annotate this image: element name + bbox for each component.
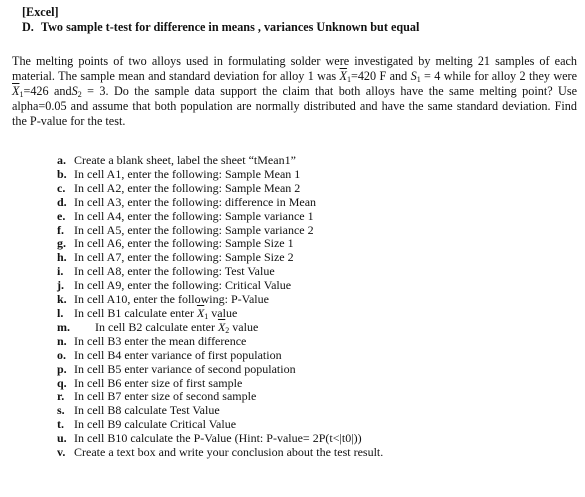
list-marker: k. <box>57 292 67 307</box>
list-item <box>57 335 383 349</box>
list-marker: c. <box>57 180 66 195</box>
list-item <box>57 196 383 210</box>
list-item-text: In cell A1, enter the following: Sample Mean 1 <box>74 166 301 181</box>
list-item <box>57 377 383 391</box>
list-marker: n. <box>57 333 67 348</box>
xbar-symbol: $\overline{X}$ <box>217 319 226 334</box>
list-item-text-post: value <box>208 305 238 320</box>
list-item <box>57 224 383 238</box>
list-item <box>57 279 383 293</box>
list-marker: m. <box>57 319 70 334</box>
problem-text-1: The melting points of two alloys used in formulating solder were investigated by melting 21 samples of each material. The sample mean and standard deviation for alloy 1 was <box>12 54 577 83</box>
list-item <box>57 168 383 182</box>
list-marker: v. <box>57 445 66 460</box>
list-marker: p. <box>57 361 67 376</box>
list-item <box>57 237 383 251</box>
xbar-symbol: $\overline{X}$ <box>196 305 205 320</box>
list-item-text: In cell B8 calculate Test Value <box>74 403 220 418</box>
list-item <box>57 321 383 335</box>
list-item <box>57 154 383 168</box>
list-item <box>57 363 383 377</box>
xbar-subscript: 2 <box>225 325 230 335</box>
list-marker: i. <box>57 264 64 279</box>
list-marker: b. <box>57 166 67 181</box>
list-marker: g. <box>57 236 66 251</box>
list-item-text-pre: In cell B1 calculate enter <box>74 305 197 320</box>
list-marker: j. <box>57 278 64 293</box>
list-item <box>57 446 383 460</box>
instruction-list <box>57 154 383 460</box>
list-marker: q. <box>57 375 67 390</box>
list-marker: e. <box>57 208 66 223</box>
list-item-text: Create a blank sheet, label the sheet “tMean1” <box>74 153 296 167</box>
section-letter: D. <box>22 20 34 34</box>
list-item-text: In cell B10 calculate the P-Value (Hint: P-value= 2P(t<|t0|)) <box>74 431 362 446</box>
list-item-text: In cell A4, enter the following: Sample variance 1 <box>74 208 314 223</box>
list-marker: f. <box>57 222 64 237</box>
list-marker: d. <box>57 194 67 209</box>
list-marker: a. <box>57 153 66 167</box>
xbar2-subscript: 1 <box>19 90 24 99</box>
header-tag: [Excel] <box>22 5 59 19</box>
xbar1-subscript: 1 <box>346 75 351 84</box>
list-item-text: In cell A9, enter the following: Critical Value <box>74 278 292 293</box>
list-item-text: In cell A10, enter the following: P-Value <box>74 292 269 307</box>
s2-symbol: S <box>71 84 78 98</box>
list-item <box>57 418 383 432</box>
list-marker: t. <box>57 417 64 432</box>
list-item <box>57 210 383 224</box>
list-marker: u. <box>57 431 67 446</box>
section-heading <box>22 20 419 35</box>
list-item-text: Create a text box and write your conclusion about the test result. <box>74 445 384 460</box>
problem-text-3: = 4 while for alloy 2 they were <box>420 69 577 83</box>
list-item-text: In cell B6 enter size of first sample <box>74 375 243 390</box>
s2-subscript: 2 <box>77 90 82 99</box>
xbar-subscript: 1 <box>204 311 209 321</box>
s1-subscript: 1 <box>416 75 421 84</box>
list-item-text: In cell A5, enter the following: Sample variance 2 <box>74 222 314 237</box>
problem-text-5: = 3. Do the sample data support the claim that both alloys have the same melting point? Use alpha=0.05 and assume that both population are normally distributed and have the same standard deviation. Find the P-value for the test. <box>12 84 577 128</box>
list-item <box>57 251 383 265</box>
list-item-text-post: value <box>229 319 259 334</box>
list-item-text: In cell A3, enter the following: difference in Mean <box>74 194 317 209</box>
list-item-text-pre: In cell B2 calculate enter <box>95 319 218 334</box>
problem-paragraph <box>12 54 577 129</box>
list-item <box>57 307 383 321</box>
list-item-text: In cell A6, enter the following: Sample Size 1 <box>74 236 294 251</box>
list-item <box>57 432 383 446</box>
xbar1-symbol: $\overline{X}$ <box>339 69 347 83</box>
list-item-text: In cell A8, enter the following: Test Value <box>74 264 275 279</box>
problem-statement <box>12 54 577 129</box>
xbar2-symbol: $\overline{X}$ <box>12 84 20 98</box>
list-item <box>57 182 383 196</box>
list-item-text: In cell B3 enter the mean difference <box>74 333 247 348</box>
list-item-text: In cell B7 enter size of second sample <box>74 389 257 404</box>
list-marker: s. <box>57 403 65 418</box>
list-item-text: In cell B9 calculate Critical Value <box>74 417 237 432</box>
list-item-text: In cell B5 enter variance of second population <box>74 361 296 376</box>
list-item-text: In cell B4 enter variance of first population <box>74 347 282 362</box>
list-marker: r. <box>57 389 65 404</box>
s1-symbol: S <box>410 69 417 83</box>
list-item <box>57 404 383 418</box>
list-marker: o. <box>57 347 66 362</box>
document-header <box>22 5 419 35</box>
list-item <box>57 265 383 279</box>
list-marker: l. <box>57 305 64 320</box>
list-item <box>57 349 383 363</box>
problem-text-4: =426 and <box>23 84 72 98</box>
list-item <box>57 390 383 404</box>
section-title: Two sample t-test for difference in means , variances Unknown but equal <box>40 20 420 34</box>
list-item-text: In cell A2, enter the following: Sample Mean 2 <box>74 180 301 195</box>
list-item-text: In cell A7, enter the following: Sample Size 2 <box>74 250 294 265</box>
list-marker: h. <box>57 250 67 265</box>
list-item <box>57 293 383 307</box>
problem-text-2: =420 F and <box>350 69 411 83</box>
